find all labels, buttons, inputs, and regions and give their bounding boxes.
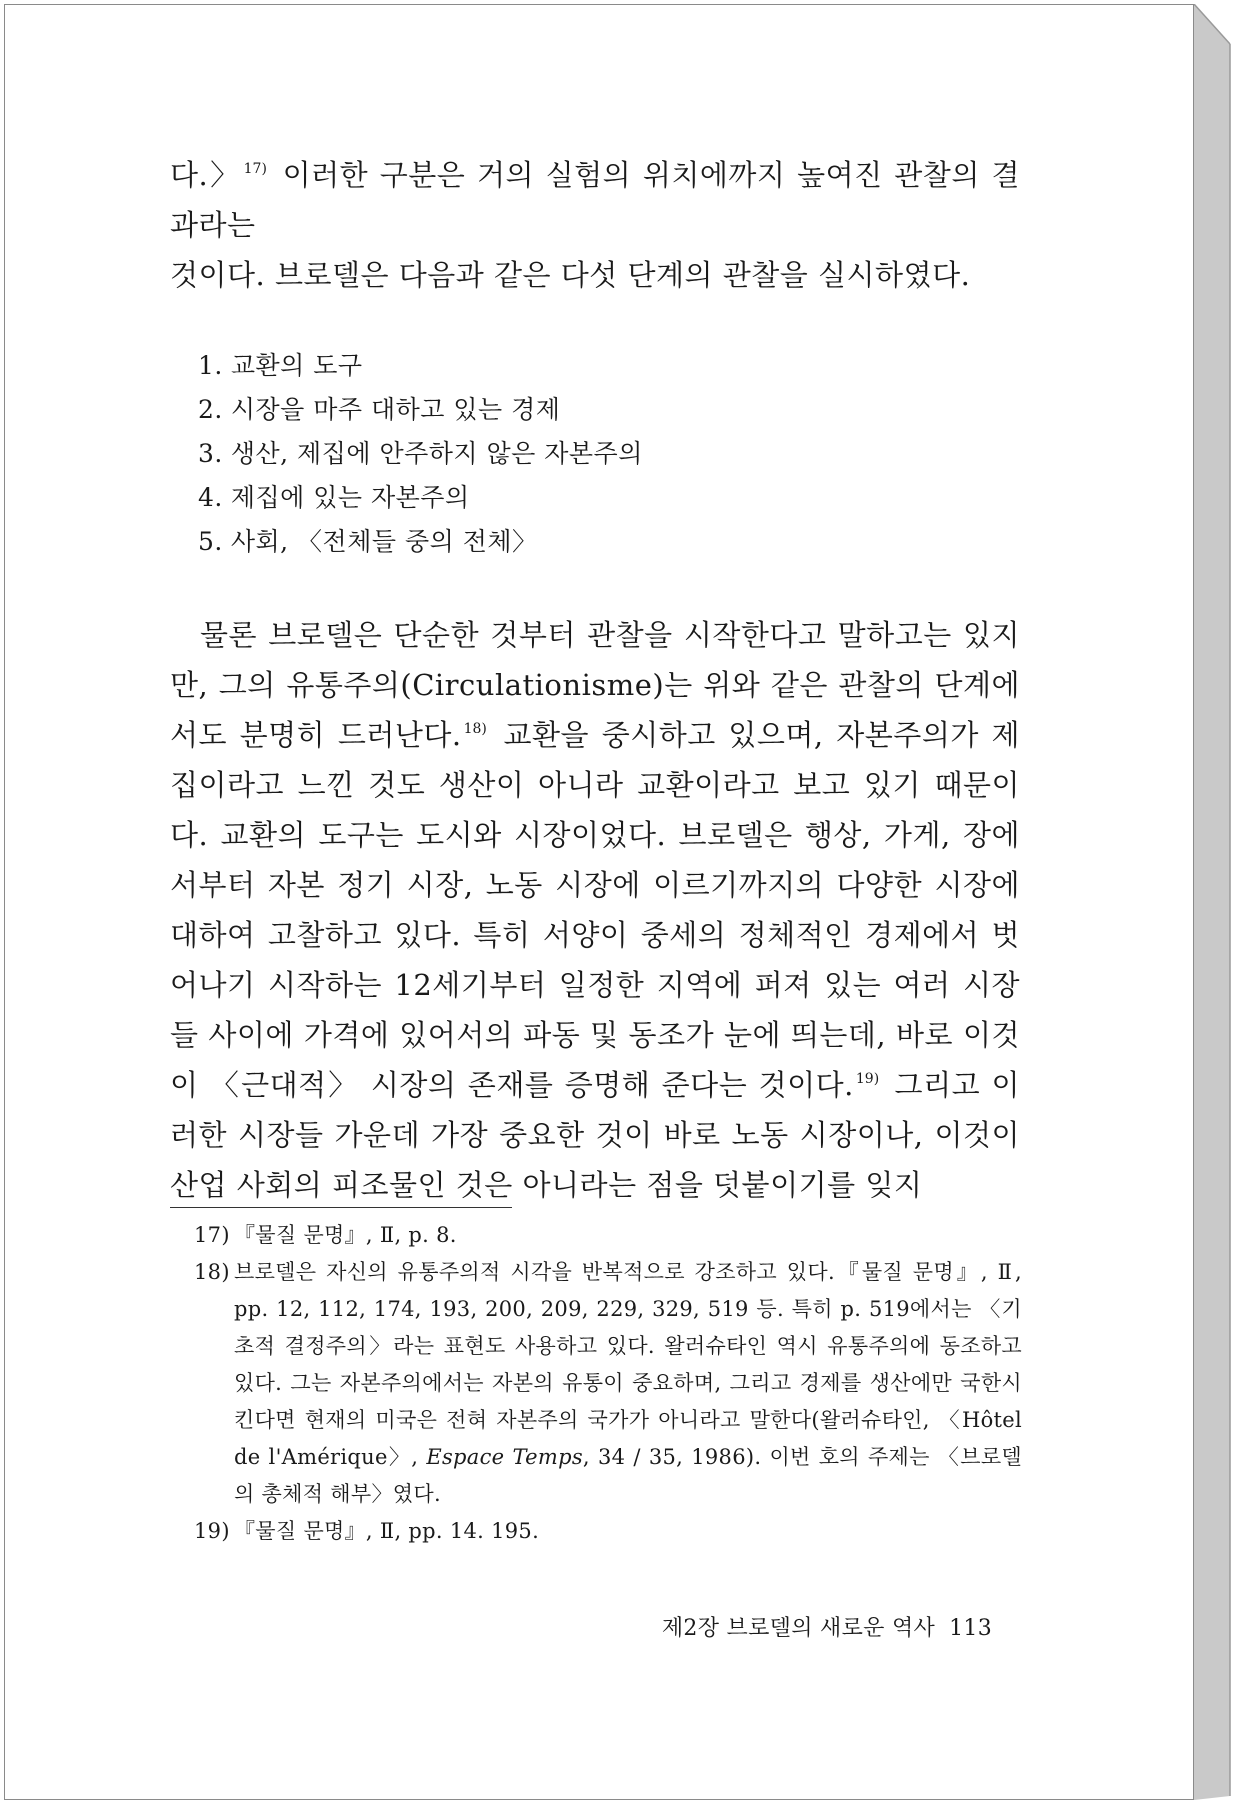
main-paragraph-text-2: 교환을 중시하고 있으며, 자본주의가 제집이라고 느낀 것도 생산이 아니라 교환이라고 보고 있기 때문이다. 교환의 도구는 도시와 시장이었다. 브로델은 행상, 가게, 장에서부터 자본 정기 시장, 노동 시장에 이르기까지의 다양한 시장에 대하여 고찰하고 있다. 특히 서양이 중세의 정체적인 경제에서 벗어나기 시작하는 12세기부터 일정한 지역에 퍼져 있는 여러 시장들 사이에 가격에 있어서의 파동 및 동조가 눈에 띄는데, 바로 이것이 〈근대적〉 시장의 존재를 증명해 준다는 것이다. <box>170 718 1020 1102</box>
page-body <box>170 150 1020 1210</box>
journal-title: Espace Temps <box>426 1445 583 1469</box>
footnote-text: 『물질 문명』, Ⅱ, p. 8. <box>234 1223 457 1247</box>
footnote-text: 브로델은 자신의 유통주의적 시각을 반복적으로 강조하고 있다.『물질 문명』, Ⅱ, pp. 12, 112, 174, 193, 200, 209, 229, 329, 519 등. 특히 p. 519에서는 〈기초적 결정주의〉라는 표현도 사용하고 있다. 왈러슈타인 역시 유통주의에 동조하고 있다. 그는 자본주의에서는 자본의 유통이 중요하며, 그리고 경제를 생산에만 국한시킨다면 현재의 미국은 전혀 자본주의 국가가 아니라고 말한다(왈러슈타인, 〈Hôtel de l'Amérique〉, <box>234 1260 1022 1469</box>
intro-text-a: 다.〉 <box>170 158 242 192</box>
footnote-number: 18) <box>194 1260 230 1284</box>
list-item <box>198 344 1020 388</box>
list-item-number: 1. <box>198 351 223 380</box>
page-number: 113 <box>949 1616 992 1641</box>
page-stack-edge <box>1194 4 1260 1800</box>
footnote-divider <box>170 1207 512 1208</box>
intro-text-c: 것이다. 브로델은 다음과 같은 다섯 단계의 관찰을 실시하였다. <box>170 258 971 292</box>
footnote-18 <box>170 1254 1022 1513</box>
footnote-number: 19) <box>194 1519 230 1543</box>
list-item-number: 2. <box>198 395 223 424</box>
footnote-text-continued: , 34 / 35, 1986). 이번 호의 주제는 〈브로델의 총체적 해부〉였다. <box>234 1445 1022 1506</box>
list-item-text: 교환의 도구 <box>230 351 363 380</box>
footnotes-list <box>170 1217 1022 1550</box>
running-footer <box>620 1614 992 1644</box>
list-item <box>198 388 1020 432</box>
list-item-number: 3. <box>198 439 223 468</box>
list-item <box>198 476 1020 520</box>
list-item-text: 제집에 있는 자본주의 <box>230 483 470 512</box>
main-paragraph-text-3: 그리고 이러한 시장들 가운데 가장 중요한 것이 바로 노동 시장이나, 이것이 산업 사회의 피조물인 것은 아니라는 점을 덧붙이기를 잊지 <box>170 1068 1020 1202</box>
list-item-number: 5. <box>198 527 223 556</box>
list-item <box>198 432 1020 476</box>
footnote-17 <box>170 1217 1022 1254</box>
footnote-19 <box>170 1513 1022 1550</box>
observation-stages-list <box>170 344 1020 564</box>
list-item-number: 4. <box>198 483 223 512</box>
chapter-title: 제2장 브로델의 새로운 역사 <box>661 1616 936 1641</box>
list-item-text: 사회, 〈전체들 중의 전체〉 <box>230 527 538 556</box>
footnote-ref-17[interactable]: 17) <box>243 161 267 177</box>
footnote-ref-19[interactable]: 19) <box>855 1071 880 1087</box>
footnote-ref-18[interactable]: 18) <box>463 721 487 737</box>
main-paragraph <box>170 610 1020 1210</box>
list-item-text: 시장을 마주 대하고 있는 경제 <box>230 395 561 424</box>
intro-text-b: 이러한 구분은 거의 실험의 위치에까지 높여진 관찰의 결과라는 <box>170 158 1021 242</box>
main-paragraph-text-1: 물론 브로델은 단순한 것부터 관찰을 시작한다고 말하고는 있지만, 그의 유통주의(Circulationisme)는 위와 같은 관찰의 단계에서도 분명히 드러난다. <box>170 618 1020 752</box>
footnote-number: 17) <box>194 1223 230 1247</box>
list-item <box>198 520 1020 564</box>
intro-paragraph <box>170 150 1020 300</box>
list-item-text: 생산, 제집에 안주하지 않은 자본주의 <box>230 439 643 468</box>
footnote-text: 『물질 문명』, Ⅱ, pp. 14. 195. <box>234 1519 540 1543</box>
